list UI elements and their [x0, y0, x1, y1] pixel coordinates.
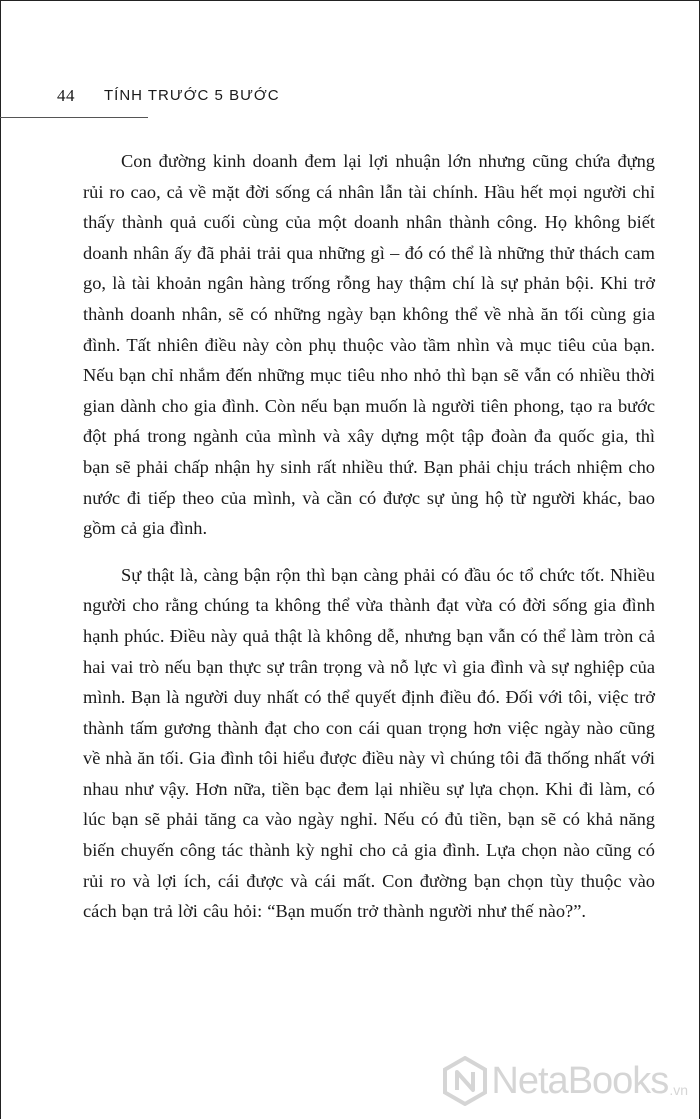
body-text — [83, 146, 655, 927]
paragraph-2: Sự thật là, càng bận rộn thì bạn càng phải có đầu óc tổ chức tốt. Nhiều người cho rằng chúng ta không thể vừa thành đạt vừa có đời sống gia đình hạnh phúc. Điều này quả thật là không dễ, nhưng bạn vẫn có thể làm tròn cả hai vai trò nếu bạn thực sự trân trọng và nỗ lực vì gia đình và sự nghiệp của mình. Bạn là người duy nhất có thể quyết định điều đó. Đối với tôi, việc trở thành tấm gương thành đạt cho con cái quan trọng hơn việc ngày nào cũng về nhà ăn tối. Gia đình tôi hiểu được điều này vì chúng tôi đã thống nhất với nhau như vậy. Hơn nữa, tiền bạc đem lại nhiều sự lựa chọn. Khi đi làm, có lúc bạn sẽ phải tăng ca vào ngày nghỉ. Nếu có đủ tiền, bạn sẽ có khả năng biến chuyến công tác thành kỳ nghỉ cho cả gia đình. Lựa chọn nào cũng có rủi ro và lợi ích, cái được và cái mất. Con đường bạn chọn tùy thuộc vào cách bạn trả lời câu hỏi: “Bạn muốn trở thành người như thế nào?”. — [83, 564, 655, 922]
watermark-suffix: .vn — [669, 1082, 688, 1098]
netabooks-logo-icon — [443, 1056, 487, 1106]
running-header — [0, 86, 700, 110]
watermark — [443, 1056, 688, 1106]
watermark-brand: NetaBooks — [491, 1059, 669, 1102]
paragraph-1: Con đường kinh doanh đem lại lợi nhuận lớn nhưng cũng chứa đựng rủi ro cao, cả về mặt đời sống cá nhân lẫn tài chính. Hầu hết mọi người chỉ thấy thành quả cuối cùng của một doanh nhân thành công. Họ không biết doanh nhân ấy đã phải trải qua những gì – đó có thể là những thử thách cam go, là tài khoản ngân hàng trống rỗng hay thậm chí là sự phản bội. Khi trở thành doanh nhân, sẽ có những ngày bạn không thể về nhà ăn tối cùng gia đình. Tất nhiên điều này còn phụ thuộc vào tầm nhìn và mục tiêu của bạn. Nếu bạn chỉ nhắm đến những mục tiêu nho nhỏ thì bạn sẽ vẫn có nhiều thời gian dành cho gia đình. Còn nếu bạn muốn là người tiên phong, tạo ra bước đột phá trong ngành của mình và xây dựng một tập đoàn đa quốc gia, thì bạn sẽ phải chấp nhận hy sinh rất nhiều thứ. Bạn phải chịu trách nhiệm cho nước đi tiếp theo của mình, và cần có được sự ủng hộ từ người khác, bao gồm cả gia đình. — [83, 151, 655, 539]
page-number: 44 — [57, 86, 75, 105]
running-title: TÍNH TRƯỚC 5 BƯỚC — [104, 87, 280, 104]
header-rule — [0, 117, 148, 118]
